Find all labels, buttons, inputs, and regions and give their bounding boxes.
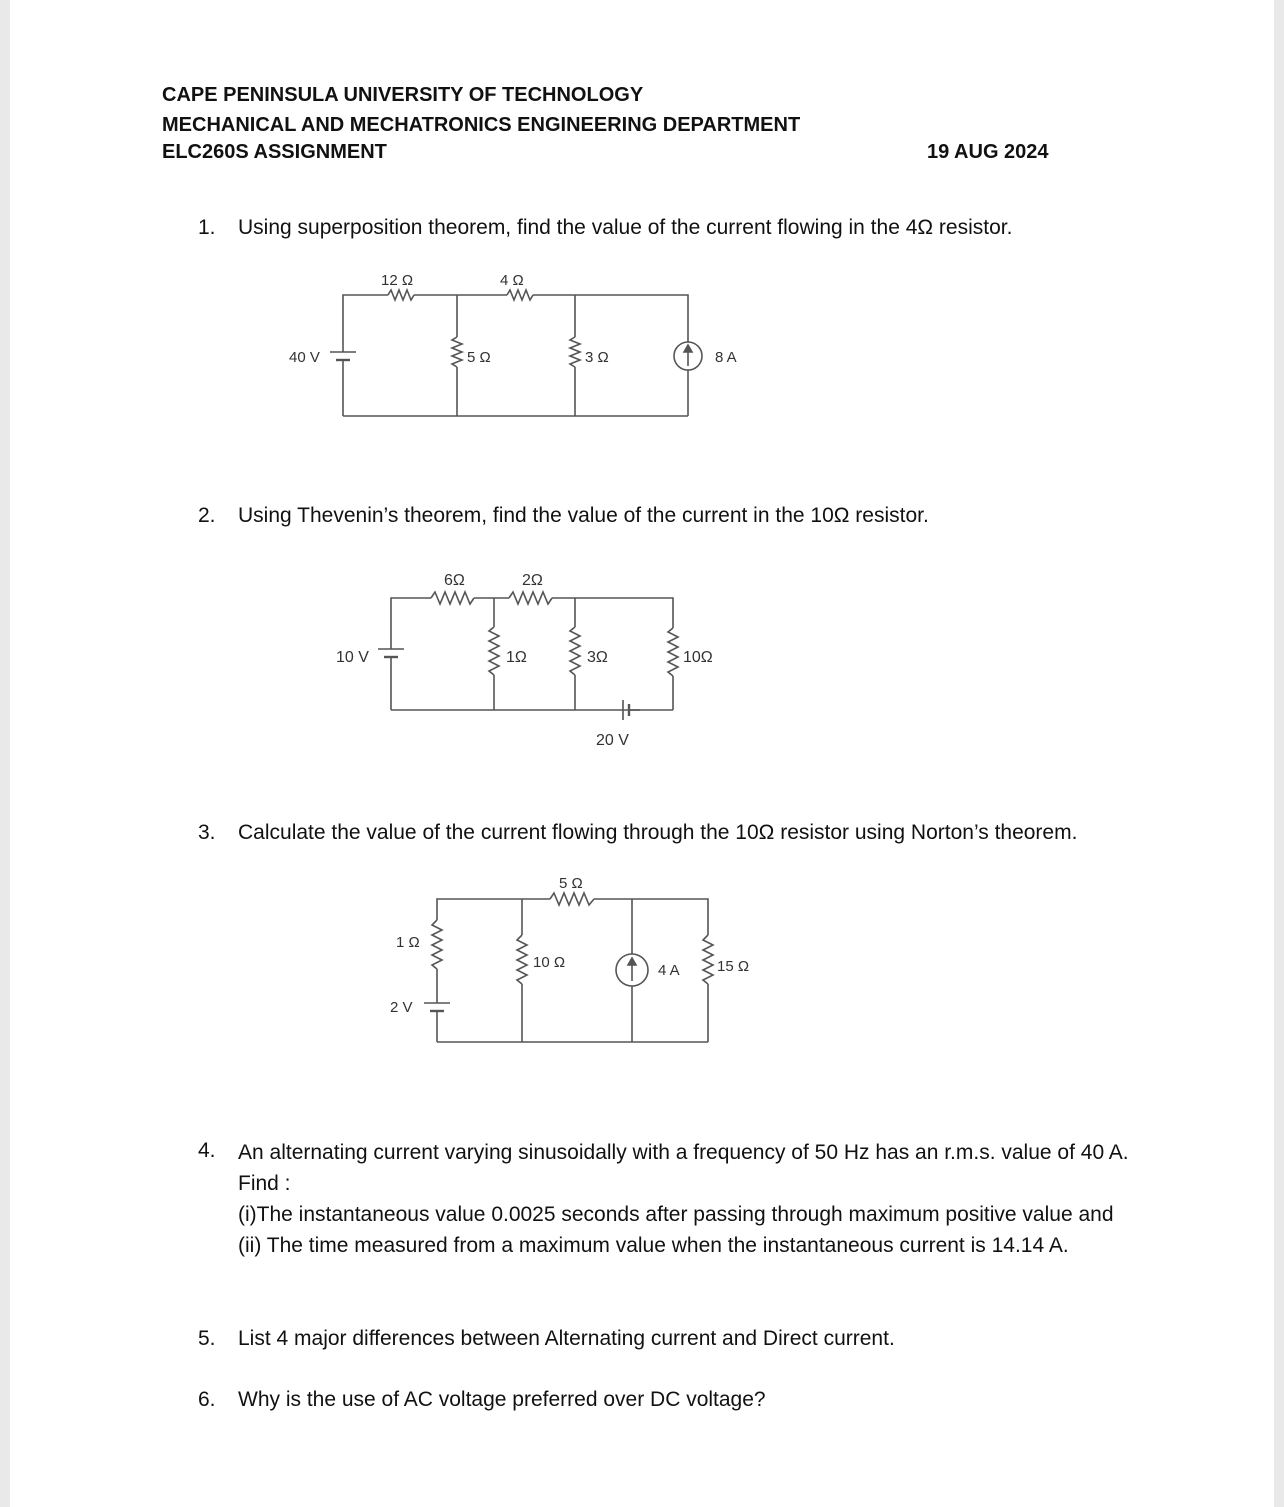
question-part-ii: (ii) The time measured from a maximum value when the instantaneous current is 14.14 A. xyxy=(238,1234,1069,1257)
document-page xyxy=(10,0,1274,1507)
label-1-ohm: 1Ω xyxy=(506,649,527,666)
label-10-ohm: 10 Ω xyxy=(533,954,566,971)
label-2v: 2 V xyxy=(390,999,413,1016)
label-12-ohm: 12 Ω xyxy=(381,272,414,289)
label-3-ohm: 3Ω xyxy=(587,649,608,666)
label-10v: 10 V xyxy=(336,649,369,666)
university-name: CAPE PENINSULA UNIVERSITY OF TECHNOLOGY xyxy=(162,84,644,106)
question-text: Calculate the value of the current flowing through the 10Ω resistor using Norton’s theorem. xyxy=(238,821,1078,844)
question-number: 5. xyxy=(198,1327,216,1350)
question-part-i: (i)The instantaneous value 0.0025 seconds after passing through maximum positive value and xyxy=(238,1203,1114,1226)
resistor-5-ohm-top xyxy=(550,893,594,905)
label-4a: 4 A xyxy=(658,962,680,979)
question-number: 4. xyxy=(198,1139,216,1162)
label-1-ohm: 1 Ω xyxy=(396,934,420,951)
label-6-ohm: 6Ω xyxy=(444,572,465,589)
label-10-ohm: 10Ω xyxy=(683,649,713,666)
label-3-ohm: 3 Ω xyxy=(585,349,609,366)
label-4-ohm: 4 Ω xyxy=(500,272,524,289)
assignment-date: 19 AUG 2024 xyxy=(927,141,1049,163)
question-text: Using Thevenin’s theorem, find the value of the current in the 10Ω resistor. xyxy=(238,504,929,527)
question-number: 6. xyxy=(198,1388,216,1411)
question-text: List 4 major differences between Alternating current and Direct current. xyxy=(238,1327,895,1350)
label-40v: 40 V xyxy=(289,349,320,366)
resistor-15-ohm xyxy=(703,935,713,984)
question-text: An alternating current varying sinusoidally with a frequency of 50 Hz has an r.m.s. value of 40 A. Find : xyxy=(238,1141,1129,1195)
label-5-ohm: 5 Ω xyxy=(559,875,583,892)
question-number: 1. xyxy=(198,216,216,239)
label-2-ohm: 2Ω xyxy=(522,572,543,589)
question-number: 3. xyxy=(198,821,216,844)
resistor-10-ohm-c3 xyxy=(517,935,527,984)
label-8a: 8 A xyxy=(715,349,737,366)
resistor-1-ohm-c3 xyxy=(432,920,442,969)
course-title: ELC260S ASSIGNMENT xyxy=(162,141,387,163)
label-20v: 20 V xyxy=(596,732,629,749)
label-5-ohm: 5 Ω xyxy=(467,349,491,366)
question-text: Why is the use of AC voltage preferred over DC voltage? xyxy=(238,1388,766,1411)
question-text-block xyxy=(238,1137,1138,1261)
question-number: 2. xyxy=(198,504,216,527)
label-15-ohm: 15 Ω xyxy=(717,958,750,975)
department-name: MECHANICAL AND MECHATRONICS ENGINEERING DEPARTMENT xyxy=(162,114,801,136)
question-text: Using superposition theorem, find the value of the current flowing in the 4Ω resistor. xyxy=(238,216,1013,239)
circuit-diagram-3 xyxy=(10,0,1274,1507)
